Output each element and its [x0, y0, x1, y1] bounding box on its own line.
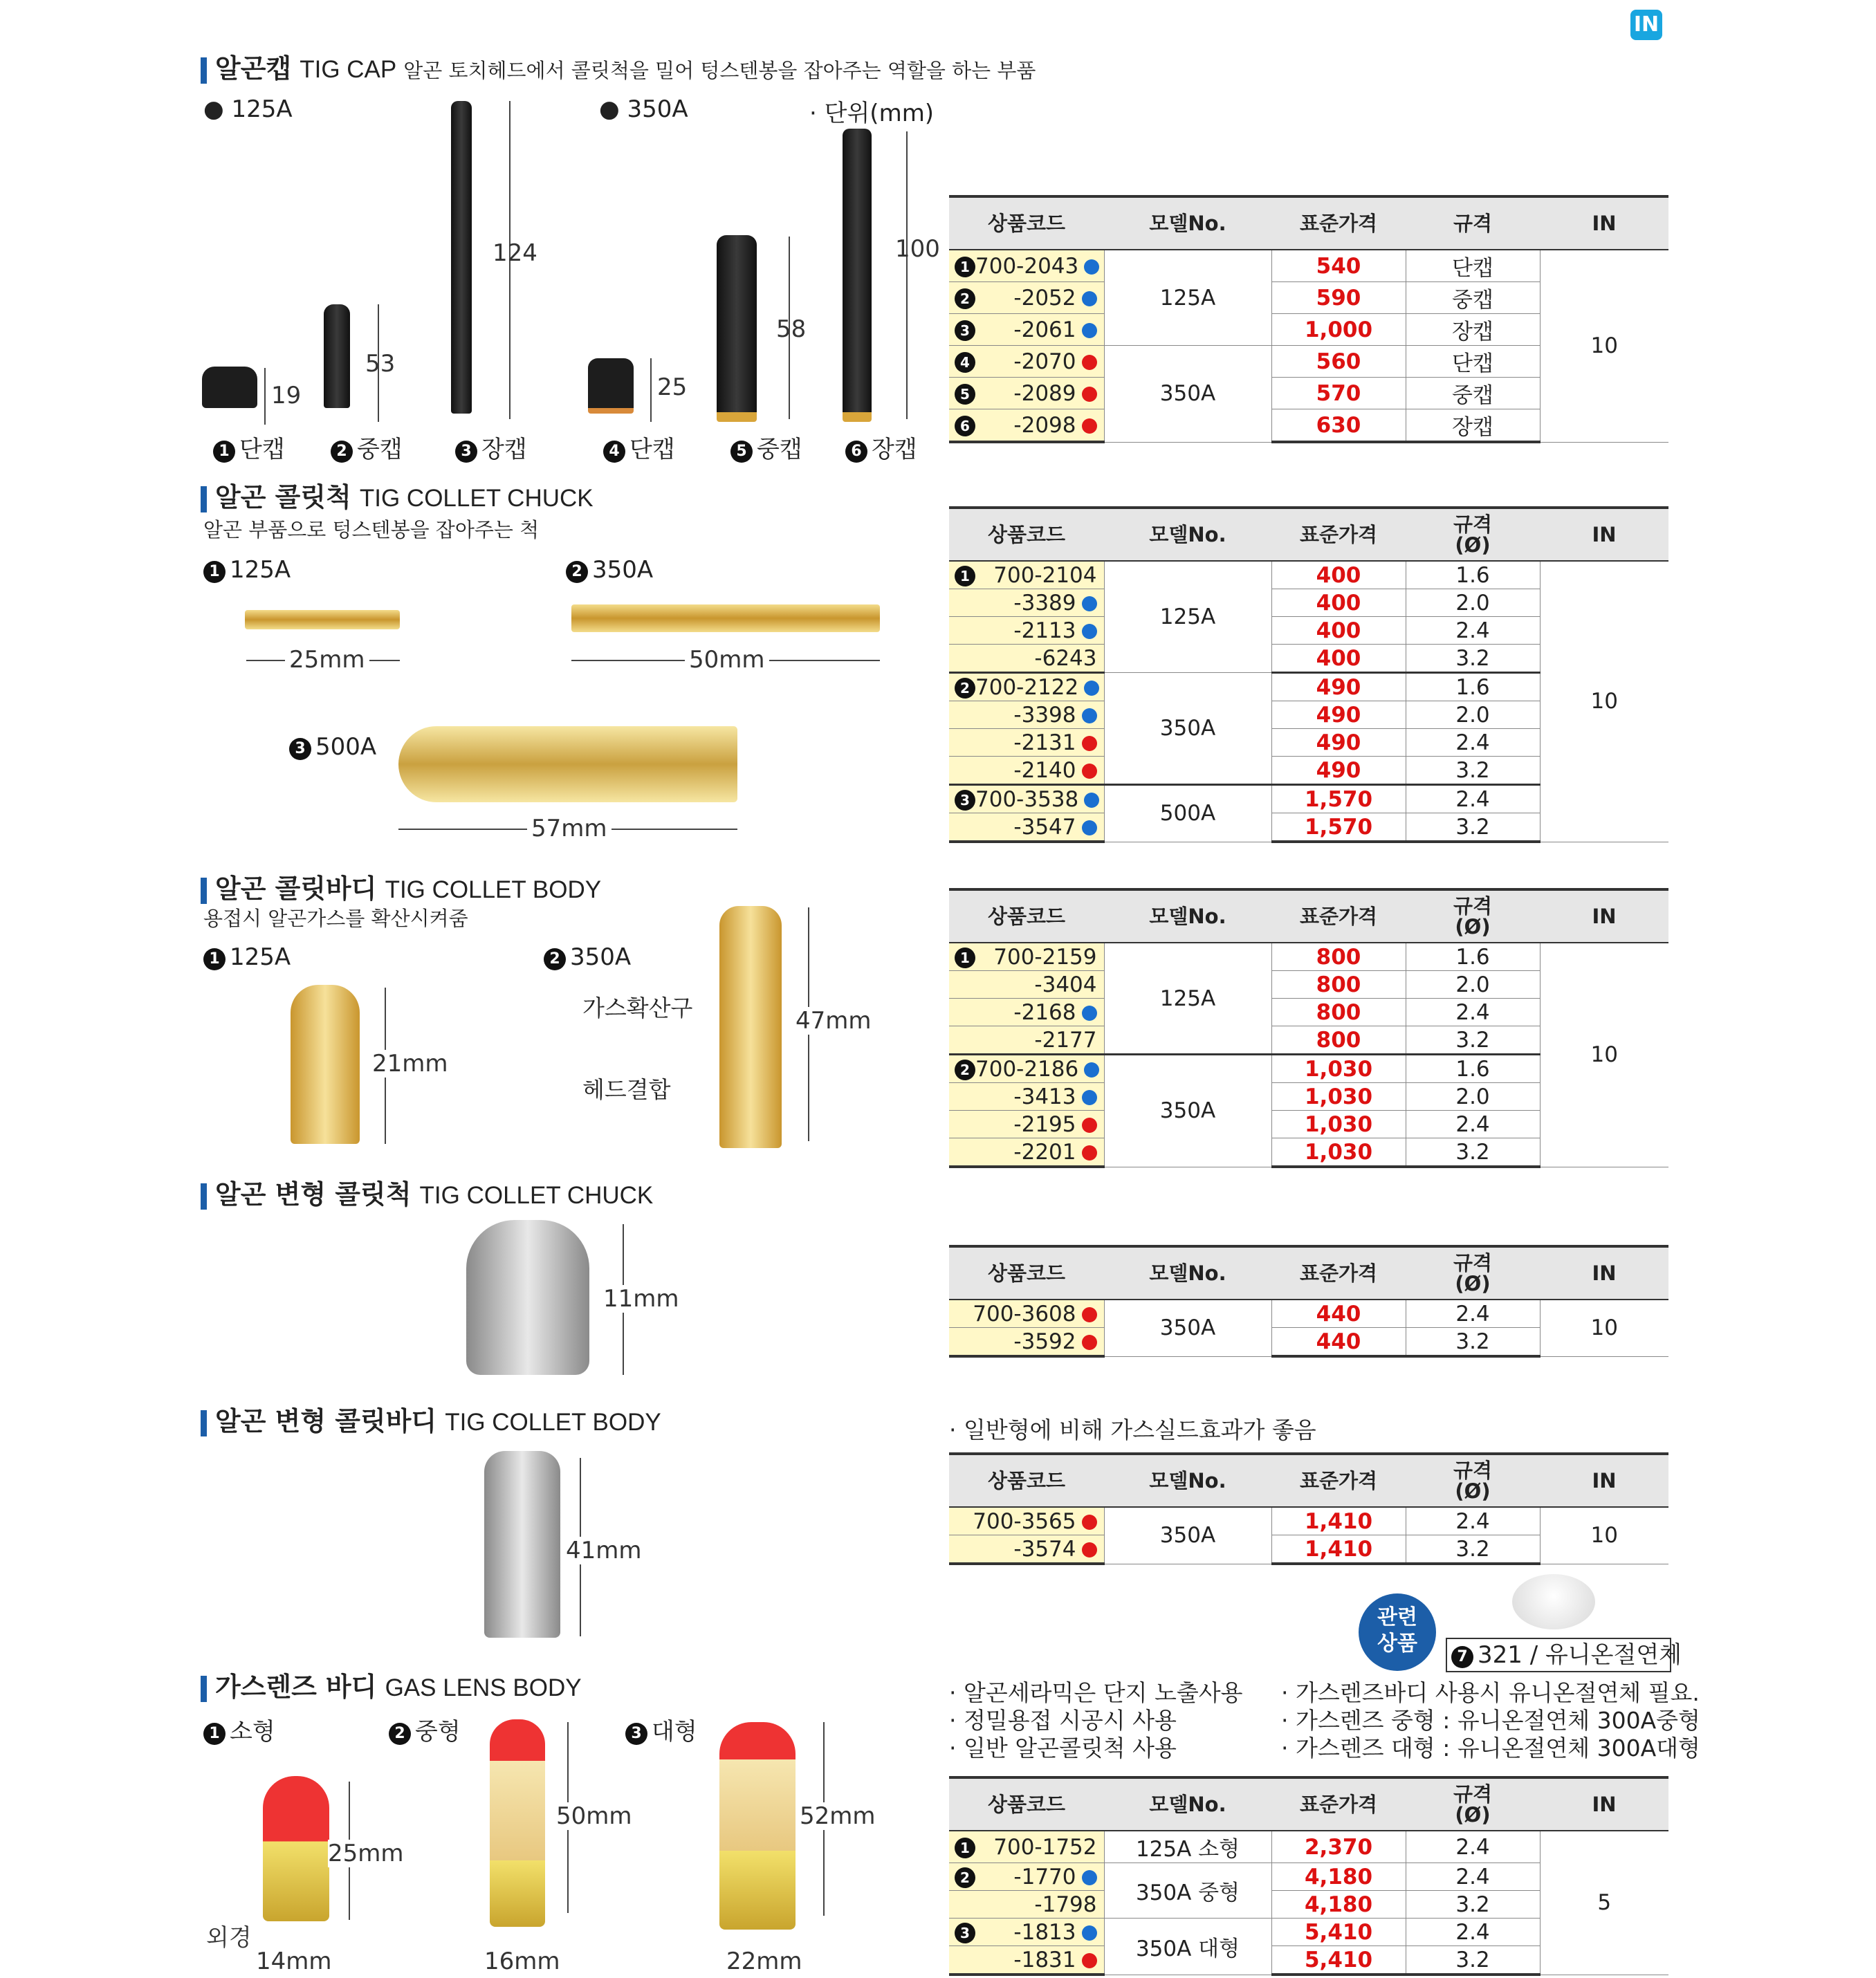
lens-group-2: 2 중형: [389, 1712, 461, 1746]
mbody-price-table: 상품코드 모델No. 표준가격 규격 (Ø) IN 700-3565 350A 1,410 2.4 10 -3574 1,410 3.2: [949, 1452, 1668, 1565]
body-section-title: 알곤 콜릿바디 TIG COLLET BODY: [201, 867, 601, 905]
related-product-label: 7 321 / 유니온절연체: [1446, 1638, 1671, 1672]
mchuck-dim: 11mm: [603, 1285, 679, 1313]
body-group-1: 1 125A: [203, 943, 291, 971]
body-head-joint-label: 헤드결합: [582, 1076, 671, 1103]
mbody-note: · 일반형에 비해 가스실드효과가 좋음: [949, 1416, 1316, 1443]
cap-dim-5: 58: [776, 315, 807, 343]
chuck-group-2: 2 350A: [566, 556, 653, 584]
lens-large-image: [719, 1722, 796, 1930]
cap-mid-350-image: [717, 235, 757, 422]
cap-long-125-image: [451, 101, 472, 414]
lens-mid-image: [490, 1719, 545, 1927]
cap-label-6: 6 장캡: [845, 430, 917, 464]
lens-small-image: [263, 1776, 329, 1921]
chuck-dim-3: 57mm: [527, 815, 611, 842]
cap-label-5: 5 중캡: [730, 430, 802, 464]
cap-group-125a: ● 125A: [203, 95, 293, 123]
cap-section-title: 알곤캡 TIG CAP 알곤 토치헤드에서 콜릿척을 밀어 텅스텐봉을 잡아주는 역할을 하는 부품: [201, 47, 1036, 85]
body-dim-2: 47mm: [796, 1007, 872, 1035]
lens-dim-h3: 52mm: [800, 1802, 876, 1830]
chuck-dim-2: 50mm: [685, 646, 769, 674]
lens-group-1: 1 소형: [203, 1712, 275, 1746]
cap-long-350-image: [843, 129, 872, 422]
cap-label-1: 1 단캡: [213, 430, 285, 464]
body-dim-1: 21mm: [372, 1050, 448, 1078]
lens-dim-h2: 50mm: [556, 1802, 632, 1830]
body-subtitle: 용접시 알곤가스를 확산시켜줌: [203, 907, 468, 930]
cap-dim-3: 124: [493, 239, 537, 267]
cap-dim-6: 100: [895, 235, 940, 263]
mbody-dim: 41mm: [566, 1537, 642, 1564]
chuck-subtitle: 알곤 부품으로 텅스텐봉을 잡아주는 척: [203, 518, 540, 542]
chuck-group-3: 3 500A: [289, 733, 376, 761]
lens-dim-w2: 16mm: [484, 1948, 560, 1975]
body-group-2: 2 350A: [544, 943, 631, 971]
cap-dim-1: 19: [271, 382, 302, 409]
body-price-table: 상품코드 모델No. 표준가격 규격 (Ø) IN 1 700-2159 125A 800 1.6 10 -3404 800 2.0 -2168 800 2.4 -2177 800 3.2 2 700-2186 350A 1,030 1.6 -3413 1,030 2.0 -2195 1,030 2.4 -2201 1,030 3.2: [949, 888, 1668, 1168]
chuck-group-1: 1 125A: [203, 556, 291, 584]
cap-price-table: 상품코드 모델No. 표준가격 규격 IN 1 700-2043 125A 540 단캡 10 2 -2052 590 중캡 3 -2061 1,000 장캡 4 -2070 350A 560 단캡 5 -2089 570 중캡 6 -2098 630 장캡: [949, 195, 1668, 443]
chuck-500-image: [398, 726, 737, 802]
body-gas-outlet-label: 가스확산구: [582, 995, 693, 1022]
chuck-price-table: 상품코드 모델No. 표준가격 규격 (Ø) IN 1 700-2104 125A 400 1.6 10 -3389 400 2.0 -2113 400 2.4 -6243 400 3.2 2 700-2122 350A 490 1.6 -3398 490 2.0 -2131 490 2.4 -2140 490 3.2 3 700-3538 500A 1,570 2.4 -3547 1,570 3.2: [949, 506, 1668, 843]
lens-dim-w1: 14mm: [256, 1948, 332, 1975]
lens-outer-label: 외경: [206, 1924, 252, 1952]
cap-label-2: 2 중캡: [331, 430, 403, 464]
related-product-badge: 관련 상품: [1359, 1593, 1436, 1671]
lens-notes-left: · 알곤세라믹은 단지 노출사용 · 정밀용접 시공시 사용 · 일반 알곤콜릿척 사용: [949, 1679, 1243, 1762]
mchuck-section-title: 알곤 변형 콜릿척 TIG COLLET CHUCK: [201, 1173, 653, 1211]
lens-group-3: 3 대형: [625, 1712, 697, 1746]
chuck-125-image: [245, 610, 400, 629]
lens-section-title: 가스렌즈 바디 GAS LENS BODY: [201, 1665, 582, 1703]
chuck-350-image: [571, 604, 880, 632]
lens-price-table: 상품코드 모델No. 표준가격 규격 (Ø) IN 1 700-1752 125A 소형 2,370 2.4 5 2 -1770 350A 중형 4,180 2.4 -1798 4,180 3.2 3 -1813 350A 대형 5,410 2.4 -1831 5,410 3.2: [949, 1776, 1668, 1976]
cap-label-3: 3 장캡: [455, 430, 527, 464]
cap-short-125-image: [202, 367, 257, 408]
mbody-image: [484, 1451, 560, 1638]
union-insulator-image: [1512, 1574, 1595, 1629]
cap-mid-125-image: [324, 304, 350, 408]
lens-dim-w3: 22mm: [726, 1948, 802, 1975]
cap-dim-2: 53: [365, 350, 396, 378]
lens-dim-h1: 25mm: [328, 1840, 404, 1867]
mbody-section-title: 알곤 변형 콜릿바디 TIG COLLET BODY: [201, 1400, 661, 1438]
cap-dim-4: 25: [657, 373, 688, 401]
in-badge: IN: [1630, 10, 1662, 40]
cap-group-350a: ● 350A: [599, 95, 688, 123]
mchuck-image: [466, 1220, 589, 1375]
body-125-image: [291, 985, 360, 1144]
lens-notes-right: · 가스렌즈바디 사용시 유니온절연체 필요. · 가스렌즈 중형 : 유니온절연체 300A중형 · 가스렌즈 대형 : 유니온절연체 300A대형: [1281, 1679, 1700, 1762]
chuck-dim-1: 25mm: [285, 646, 369, 674]
cap-label-4: 4 단캡: [603, 430, 675, 464]
mchuck-price-table: 상품코드 모델No. 표준가격 규격 (Ø) IN 700-3608 350A 440 2.4 10 -3592 440 3.2: [949, 1245, 1668, 1358]
unit-note: · 단위(mm): [809, 100, 935, 127]
chuck-section-title: 알곤 콜릿척 TIG COLLET CHUCK: [201, 476, 594, 514]
body-350-image: [719, 906, 782, 1148]
cap-short-350-image: [588, 358, 634, 414]
